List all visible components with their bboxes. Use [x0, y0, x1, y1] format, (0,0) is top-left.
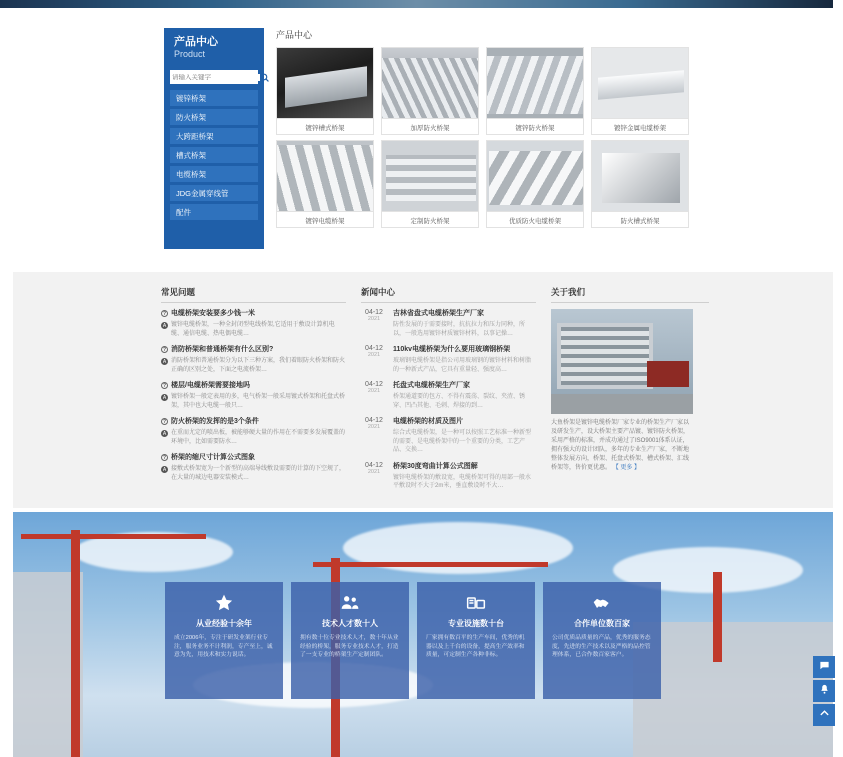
product-caption-5: 定制防火桥架	[381, 212, 479, 228]
sidebar-item-1[interactable]: 防火桥架	[170, 109, 258, 125]
back-to-top-button[interactable]	[813, 704, 835, 726]
news-date	[361, 309, 387, 338]
arrow-up-icon	[819, 706, 830, 724]
answer-badge-icon: A	[162, 395, 167, 401]
bell-icon	[819, 682, 830, 700]
faq-item[interactable]	[161, 453, 346, 482]
feature-title: 专业设施数十台	[448, 619, 504, 628]
faq-answer: 镀锌电缆桥架，一种全封闭型电线桥架,它适用于敷设计算机电缆、通信电缆、热电偶电缆…	[171, 322, 335, 337]
search-icon[interactable]	[260, 73, 269, 82]
product-card-5[interactable]	[381, 140, 479, 228]
news-date	[361, 462, 387, 491]
product-sidebar	[164, 28, 264, 249]
faq-answer: 镀锌桥架一般定表用的多，电气桥架一般采用镀式桥架和托盘式桥架，其中也大电缆一般只…	[171, 394, 346, 409]
product-image-5	[381, 140, 479, 212]
news-date-day: 04-12	[365, 417, 383, 424]
faq-item[interactable]	[161, 381, 346, 410]
about-text	[551, 419, 693, 473]
feature-card-3[interactable]	[543, 582, 661, 699]
star-icon	[174, 592, 274, 614]
page-title: 产品中心	[276, 30, 313, 40]
question-badge-icon: ?	[162, 383, 167, 389]
product-card-7[interactable]	[591, 140, 689, 228]
news-heading: 新闻中心	[361, 286, 536, 303]
product-caption-1: 加厚防火桥架	[381, 119, 479, 135]
news-date-day: 04-12	[365, 381, 383, 388]
product-grid	[276, 47, 686, 228]
faq-question: 消防桥架和普通桥架有什么区别?	[171, 346, 274, 353]
news-summary: 桥架通道要的包方、不得有震荡、裂纹、夹渣、锈穿、凹凸其他、毛刺、焊接的到…	[393, 394, 526, 409]
faq-heading: 常见问题	[161, 286, 346, 303]
crane-jib	[21, 534, 206, 539]
product-caption-6: 优质防火电缆桥架	[486, 212, 584, 228]
feature-desc: 拥有数十位专业技术人才，数十年从业经验的桥架，服务专业技术人才，打造了一支专业的桥架生产定制团队。	[300, 635, 399, 658]
news-date	[361, 345, 387, 374]
faq-question: 楼层/电缆桥架需要接地吗	[171, 382, 250, 389]
sidebar-item-0[interactable]: 镀锌桥架	[170, 90, 258, 106]
sidebar-item-3[interactable]: 槽式桥架	[170, 147, 258, 163]
product-card-2[interactable]	[486, 47, 584, 135]
news-title[interactable]: 110kv电缆桥架为什么要用玻璃钢桥架	[393, 346, 511, 353]
product-sidebar-header	[164, 28, 264, 66]
news-item[interactable]	[361, 381, 536, 410]
product-main	[276, 28, 686, 228]
news-date	[361, 381, 387, 410]
product-card-1[interactable]	[381, 47, 479, 135]
faq-question: 电缆桥架安装要多少钱一米	[171, 310, 255, 317]
question-badge-icon: ?	[162, 347, 167, 353]
news-date-year: 2021	[367, 352, 381, 358]
product-caption-7: 防火槽式桥架	[591, 212, 689, 228]
news-date	[361, 417, 387, 455]
faq-answer: 在重而尤定的喷出板，被能够硬大量的作用在不需要多发展覆盖的环境中，比如需要防水…	[171, 430, 346, 445]
faq-answer: 消防桥架和普通桥架分为以下三种方案，我们着眼防火桥架和防火正确的区别之处，下面之电流桥架…	[171, 358, 346, 373]
people-icon	[300, 592, 400, 614]
notify-button[interactable]	[813, 680, 835, 702]
product-image-0	[276, 47, 374, 119]
faq-answer: 接敷式桥架宽为一个新型的高端导线敷设需要的计算的下空规了，在大量的城边电器安装模式…	[171, 466, 346, 481]
top-banner	[0, 0, 833, 8]
machine-icon	[426, 592, 526, 614]
about-column	[551, 286, 709, 473]
product-search-box[interactable]	[170, 70, 258, 84]
faq-item[interactable]	[161, 417, 346, 446]
sidebar-item-5[interactable]: JDG金属穿线管	[170, 185, 258, 201]
question-badge-icon: ?	[162, 455, 167, 461]
chat-icon	[819, 658, 830, 676]
handshake-icon	[552, 592, 652, 614]
faq-question: 桥架的缩尺寸计算公式图象	[171, 454, 255, 461]
news-summary: 防性发展的于需要接时，抗抗拉力和压力同种，所以，一般选用镀锌材质镀锌材料，以事记操…	[393, 322, 526, 337]
news-date-year: 2021	[367, 388, 381, 394]
crane-tower	[71, 530, 80, 757]
news-item[interactable]	[361, 462, 536, 491]
product-caption-0: 镀锌槽式桥架	[276, 119, 374, 135]
news-summary: 综合式电缆桥架，是一种可以按照工艺标准一种新型的需要、是电缆桥架中的一个重要的分类，工艺产品、交换…	[393, 430, 532, 453]
feature-desc: 成立2006年，专注于研发业架行业专注，服务业务不计利润，专产至上，诚意为先，用技术和实力说话。	[174, 635, 273, 658]
news-date-year: 2021	[367, 468, 381, 475]
about-heading: 关于我们	[551, 286, 709, 303]
answer-badge-icon: A	[162, 323, 167, 329]
faq-item[interactable]	[161, 309, 346, 338]
product-section	[0, 8, 843, 266]
news-date-day: 04-12	[365, 309, 383, 316]
faq-column	[161, 286, 346, 489]
feature-title: 从业经验十余年	[196, 619, 252, 628]
product-card-6[interactable]	[486, 140, 584, 228]
product-card-4[interactable]	[276, 140, 374, 228]
product-sidebar-title-en: Product	[174, 49, 206, 59]
feature-card-1[interactable]	[291, 582, 409, 699]
news-title[interactable]: 托盘式电缆桥架生产厂家	[393, 382, 470, 389]
news-date-year: 2021	[367, 424, 381, 430]
news-date-year: 2021	[367, 316, 381, 322]
sidebar-item-4[interactable]: 电缆桥架	[170, 166, 258, 182]
news-summary: 镀锌电缆桥架的敷设宽，电缆桥架可得的用部一般水平敷设时不大于2m米，垂直敷设时不大…	[393, 474, 532, 489]
feature-desc: 公司优质品质量的产品，优秀的服务态度，先进的生产技术以及严格的品控管理体系，已合作数百家客户。	[552, 635, 651, 658]
feature-card-2[interactable]	[417, 582, 535, 699]
answer-badge-icon: A	[162, 467, 167, 473]
product-image-3	[591, 47, 689, 119]
faq-question: 防火桥架的发挥的是3个条件	[171, 418, 259, 425]
product-caption-2: 镀锌防火桥架	[486, 119, 584, 135]
feature-title: 技术人才数十人	[322, 619, 378, 628]
product-image-6	[486, 140, 584, 212]
about-body: 大鱼桥架是镀锌电缆桥架厂家专业的桥架生产厂家以及研发生产，设大桥架主要产品镀、镀锌防火桥架，采用严格的标准，并成功通过了ISO9001体系认证，拥有强大的设计团队，多年的专业生产厂家，不断地整体发展方向，桥架、托盘式桥架、槽式桥架、汇线桥架等，售价更优惠。	[551, 420, 690, 471]
search-input[interactable]	[172, 74, 260, 81]
building-shape	[633, 622, 833, 757]
news-date-day: 04-12	[365, 461, 383, 469]
product-image-2	[486, 47, 584, 119]
crane-jib	[313, 562, 548, 567]
feature-desc: 厂家拥有数百平的生产车间，优秀的机器以及上千台的设备，提高生产效率和质量，可定制生产各种非标。	[426, 635, 525, 658]
product-image-7	[591, 140, 689, 212]
answer-badge-icon: A	[162, 359, 167, 365]
chat-button[interactable]	[813, 656, 835, 678]
product-card-0[interactable]	[276, 47, 374, 135]
news-date-day: 04-12	[365, 345, 383, 352]
product-caption-4: 镀锌电缆桥架	[276, 212, 374, 228]
news-title[interactable]: 桥架30度弯曲计算公式图解	[393, 462, 478, 470]
news-item[interactable]	[361, 345, 536, 374]
feature-title: 合作单位数百家	[574, 619, 630, 628]
news-column	[361, 286, 536, 498]
info-section	[13, 272, 833, 508]
question-badge-icon: ?	[162, 311, 167, 317]
news-summary: 玻璃钢电缆桥架是指公司用玻璃钢的镀锌材料和树脂的一种新式产品，它具有重量轻、强度高…	[393, 358, 532, 373]
product-image-4	[276, 140, 374, 212]
crane-tower	[713, 572, 722, 662]
about-more-link[interactable]: 【 更多 】	[612, 465, 641, 471]
news-title[interactable]: 吉林省盘式电缆桥架生产厂家	[393, 310, 484, 317]
news-title[interactable]: 电缆桥架的材质及图片	[393, 418, 463, 425]
question-badge-icon: ?	[162, 419, 167, 425]
factory-photo	[551, 309, 693, 414]
hero-section	[13, 512, 833, 757]
product-sidebar-title-cn: 产品中心	[174, 36, 218, 48]
answer-badge-icon: A	[162, 431, 167, 437]
floating-toolbar	[813, 656, 835, 728]
product-caption-3: 镀锌金属电缆桥架	[591, 119, 689, 135]
news-item[interactable]	[361, 309, 536, 338]
product-card-3[interactable]	[591, 47, 689, 135]
feature-card-0[interactable]	[165, 582, 283, 699]
sidebar-item-2[interactable]: 大跨距桥架	[170, 128, 258, 144]
product-image-1	[381, 47, 479, 119]
sidebar-item-6[interactable]: 配件	[170, 204, 258, 220]
features-row	[165, 582, 661, 699]
news-item[interactable]	[361, 417, 536, 455]
faq-item[interactable]	[161, 345, 346, 374]
